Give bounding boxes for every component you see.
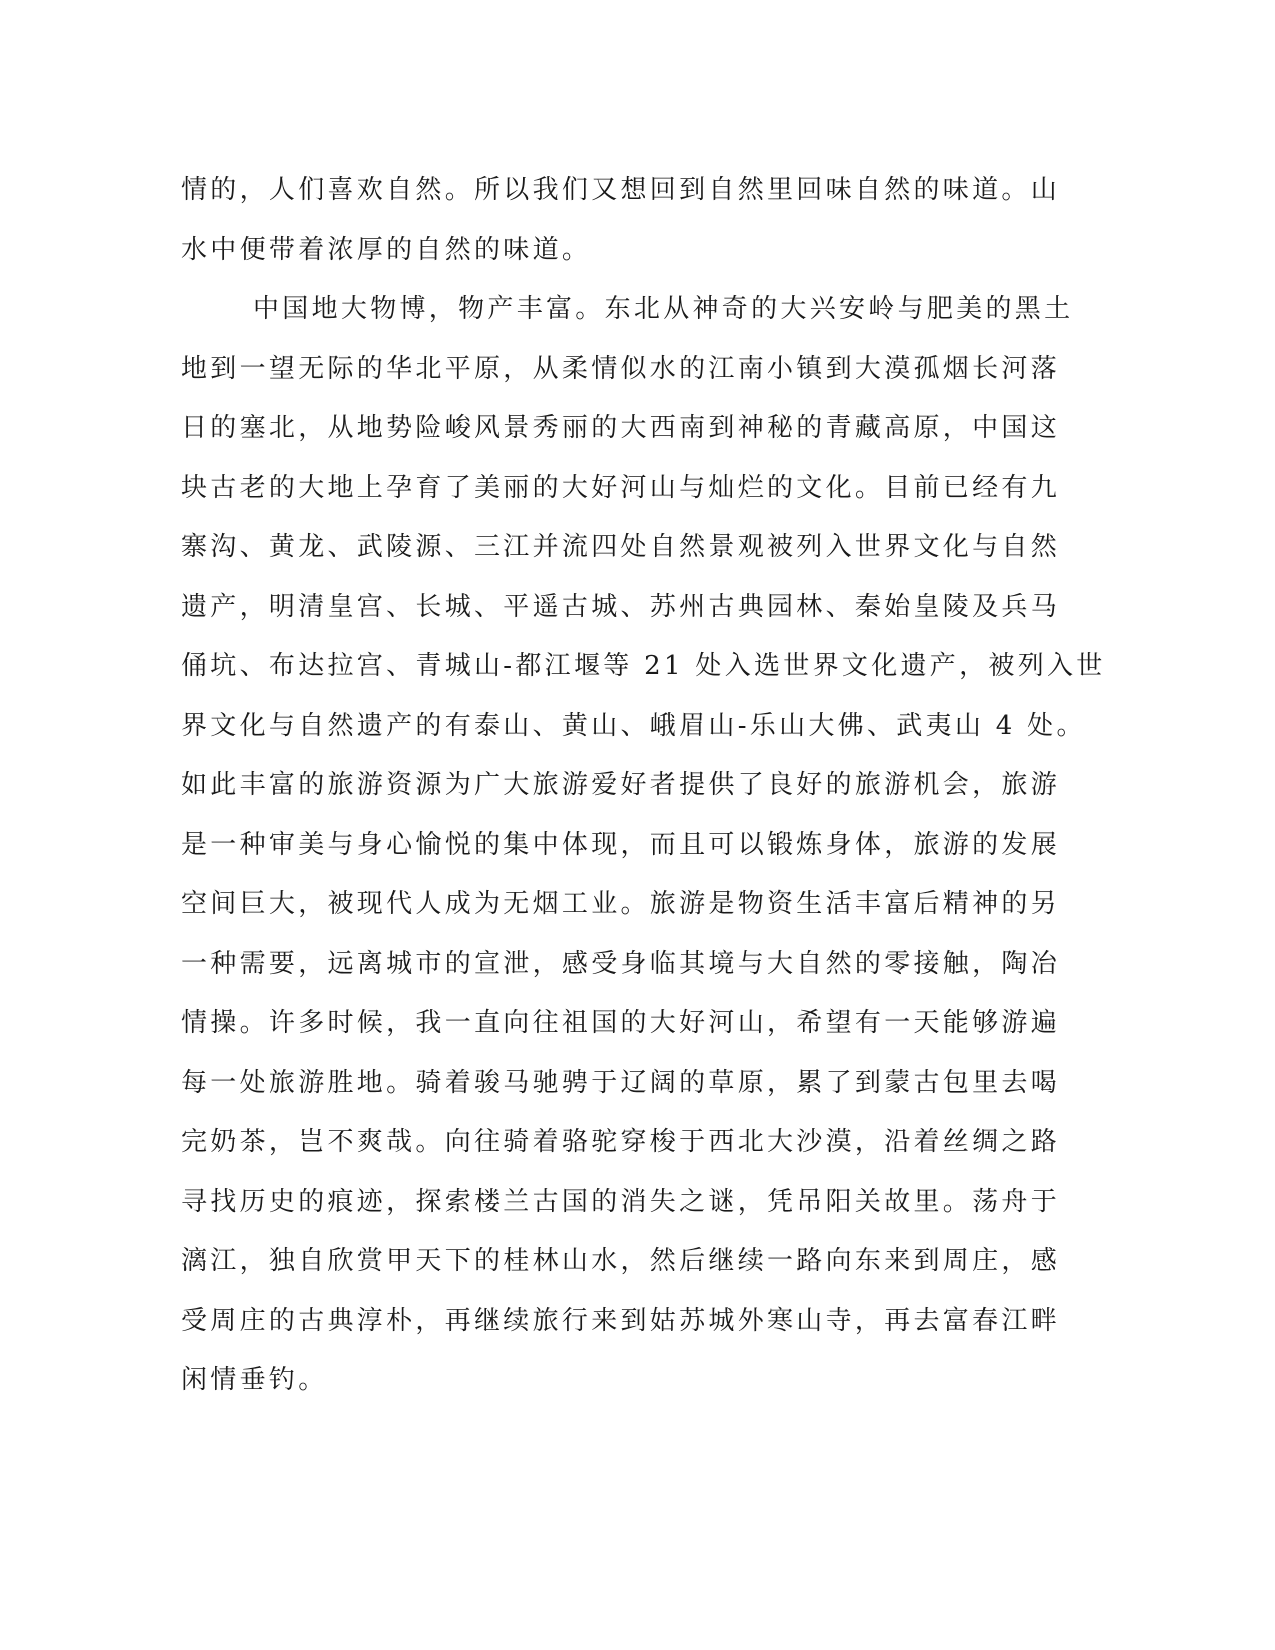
- text-line: 寻找历史的痕迹，探索楼兰古国的消失之谜，凭吊阳关故里。荡舟于: [181, 1186, 1061, 1217]
- text-line: 是一种审美与身心愉悦的集中体现，而且可以锻炼身体，旅游的发展: [181, 829, 1061, 860]
- text-line: 块古老的大地上孕育了美丽的大好河山与灿烂的文化。目前已经有九: [181, 472, 1061, 503]
- text-line: 情操。许多时候，我一直向往祖国的大好河山，希望有一天能够游遍: [181, 1008, 1061, 1038]
- text-line: 寨沟、黄龙、武陵源、三江并流四处自然景观被列入世界文化与自然: [181, 532, 1061, 562]
- text-line: 漓江，独自欣赏甲天下的桂林山水，然后继续一路向东来到周庄，感: [181, 1246, 1061, 1276]
- text-line: 俑坑、布达拉宫、青城山-都江堰等 21 处入选世界文化遗产，被列入世: [181, 651, 1106, 681]
- text-line: 水中便带着浓厚的自然的味道。: [181, 234, 592, 265]
- text-line: 一种需要，远离城市的宣泄，感受身临其境与大自然的零接触，陶冶: [181, 948, 1061, 979]
- text-line: 闲情垂钓。: [181, 1365, 328, 1395]
- text-line: 界文化与自然遗产的有泰山、黄山、峨眉山-乐山大佛、武夷山 4 处。: [181, 710, 1086, 741]
- text-line: 完奶茶，岂不爽哉。向往骑着骆驼穿梭于西北大沙漠，沿着丝绸之路: [181, 1127, 1061, 1157]
- text-line: 空间巨大，被现代人成为无烟工业。旅游是物资生活丰富后精神的另: [181, 889, 1061, 919]
- text-line: 情的，人们喜欢自然。所以我们又想回到自然里回味自然的味道。山: [181, 175, 1061, 205]
- paragraph-1: [181, 161, 1061, 280]
- text-line: 中国地大物博，物产丰富。东北从神奇的大兴安岭与肥美的黑土: [253, 294, 1074, 324]
- text-line: 日的塞北，从地势险峻风景秀丽的大西南到神秘的青藏高原，中国这: [181, 413, 1061, 443]
- text-line: 遗产，明清皇宫、长城、平遥古城、苏州古典园林、秦始皇陵及兵马: [181, 591, 1061, 622]
- body-text: [181, 161, 1106, 1411]
- text-line: 如此丰富的旅游资源为广大旅游爱好者提供了良好的旅游机会，旅游: [181, 770, 1061, 800]
- text-line: 地到一望无际的华北平原，从柔情似水的江南小镇到大漠孤烟长河落: [181, 353, 1061, 384]
- paragraph-2: [181, 280, 1106, 1411]
- text-line: 受周庄的古典淳朴，再继续旅行来到姑苏城外寒山寺，再去富春江畔: [181, 1305, 1061, 1336]
- text-line: 每一处旅游胜地。骑着骏马驰骋于辽阔的草原，累了到蒙古包里去喝: [181, 1067, 1061, 1098]
